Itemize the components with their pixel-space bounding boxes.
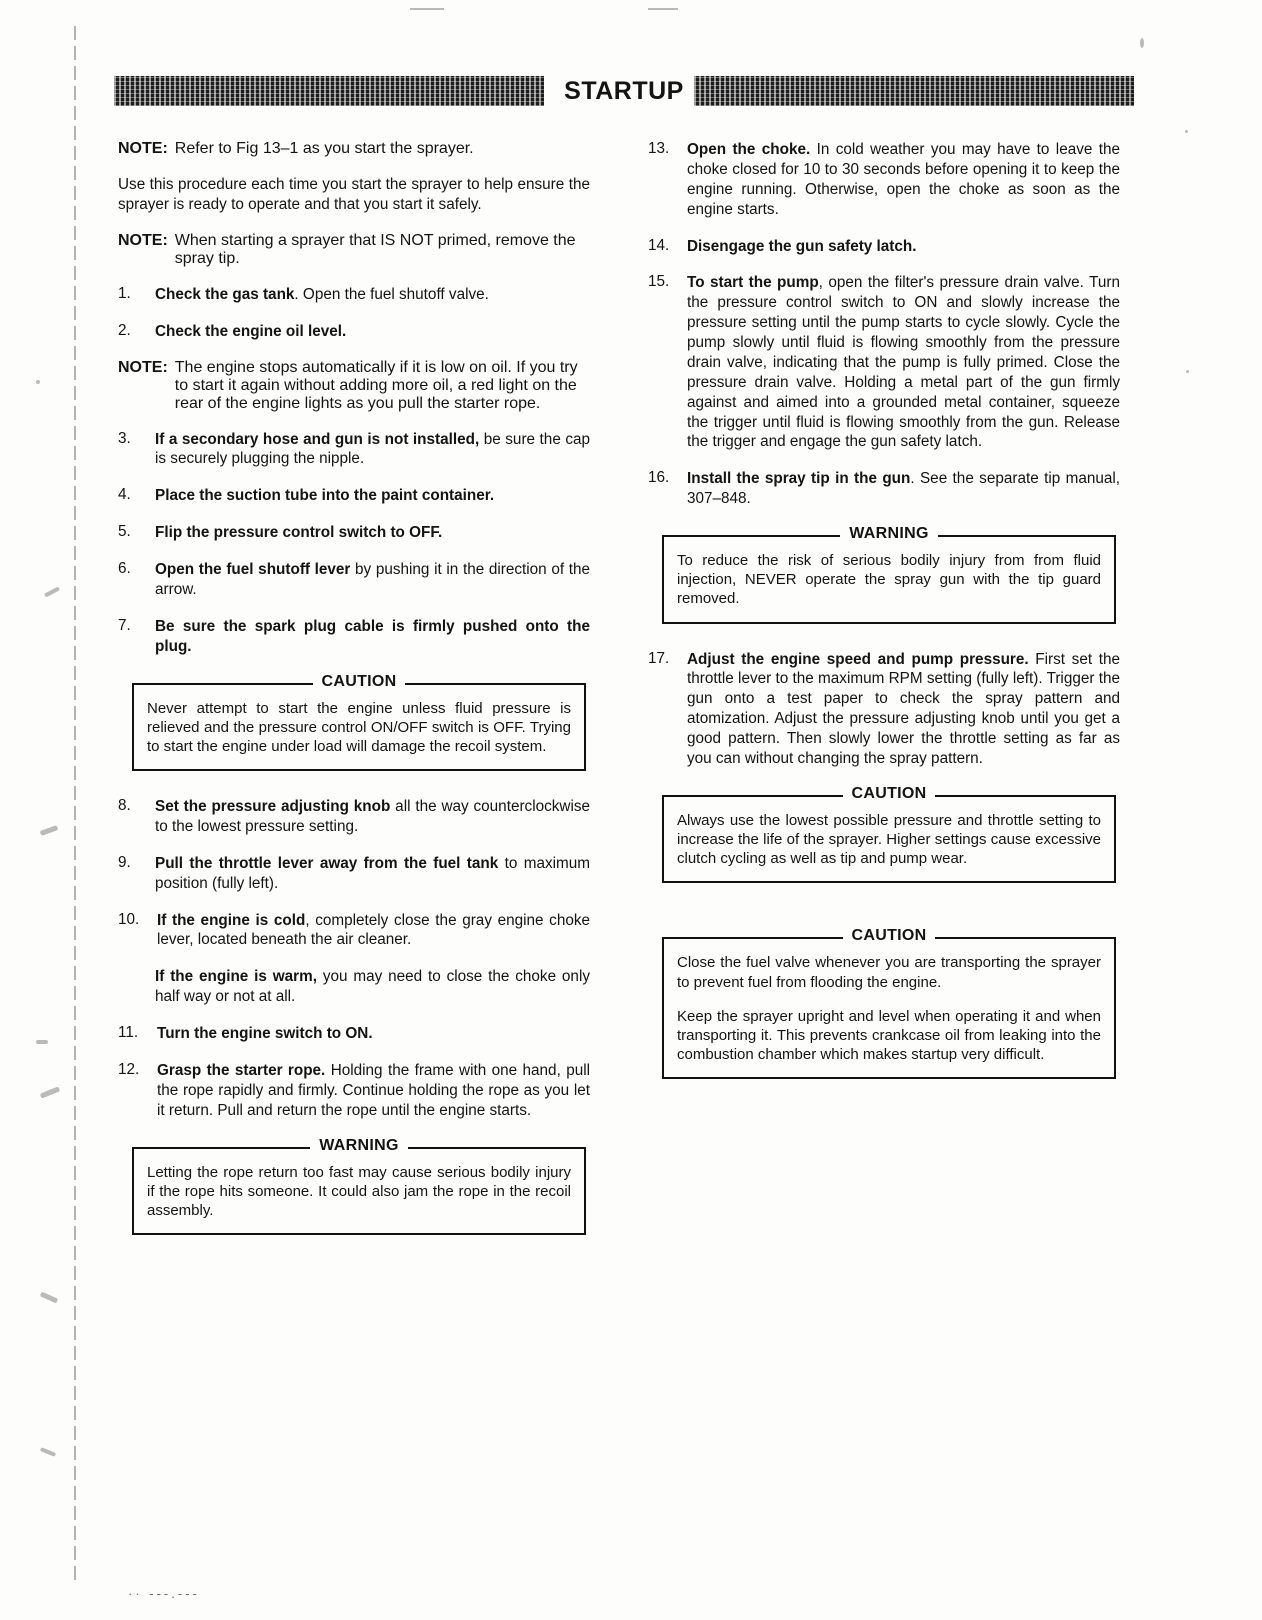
note-text: When starting a sprayer that IS NOT primed, remove the spray tip. <box>174 231 576 267</box>
list-item-text <box>155 486 590 506</box>
warning-box <box>132 1136 586 1236</box>
list-item <box>648 273 1120 452</box>
list-item-lead: Check the gas tank <box>155 285 295 303</box>
list-item <box>118 617 590 657</box>
list-item-number: 2. <box>118 321 131 339</box>
warning-box-text: Letting the rope return too fast may cause serious bodily injury if the rope hits someone. It could also jam the rope in the recoil assembly. <box>147 1163 571 1219</box>
list-item-lead: Set the pressure adjusting knob <box>155 798 391 816</box>
list-item-number: 14. <box>648 236 670 254</box>
scan-speck <box>36 1040 48 1044</box>
caution-box-text: Always use the lowest possible pressure and throttle setting to increase the life of the sprayer. Higher settings cause excessive clutch cycling as well as tip and pump wear. <box>677 811 1101 868</box>
list-item-number: 4. <box>118 486 131 504</box>
warning-box-legend-label: WARNING <box>310 1137 407 1154</box>
list-item <box>648 237 1120 257</box>
sub-paragraph-text <box>155 967 590 1007</box>
paragraph-text: Use this procedure each time you start the sprayer to help ensure the sprayer is ready to operate and that you start it safely. <box>118 176 590 213</box>
caution-box <box>662 784 1116 884</box>
list-item-lead: Check the engine oil level. <box>155 322 347 340</box>
list-item-number: 11. <box>118 1024 139 1042</box>
list-item-number: 13. <box>648 140 670 157</box>
list-item-rest: In cold weather you may have to leave the choke closed for 10 to 30 seconds before opening it to keep the engine running. Otherwise, open the choke as soon as the engine starts. <box>687 141 1120 218</box>
scan-speck <box>40 1086 60 1098</box>
list-item <box>118 285 590 305</box>
note-text: Refer to Fig 13–1 as you start the sprayer. <box>174 140 474 157</box>
list-item <box>118 430 590 470</box>
page-title: STARTUP <box>554 77 694 106</box>
list-item <box>118 797 590 837</box>
list-item <box>118 523 590 543</box>
right-column <box>648 140 1120 1105</box>
note-text: The engine stops automatically if it is low on oil. If you try to start it again without adding more oil, a red light on the rear of the engine lights as you pull the starter rope. <box>174 358 578 412</box>
caution-box-legend <box>134 673 584 691</box>
list-item <box>118 1024 590 1044</box>
list-item-lead: Turn the engine switch to ON. <box>157 1025 373 1043</box>
list-item-lead: Place the suction tube into the paint container. <box>155 487 495 505</box>
warning-box <box>662 525 1116 624</box>
scan-artifact-dash-2 <box>648 8 678 10</box>
list-item-lead: Flip the pressure control switch to OFF. <box>155 524 443 542</box>
list-item-text <box>155 523 590 543</box>
list-item-rest: , open the filter's pressure drain valve. Turn the pressure control switch to ON and slowly increase the pressure setting until the pump starts to cycle slowly. Cycle the pump slowly until fluid is flowing smoothly from the pressure drain valve, indicating that the pump is fully primed. Close the pressure drain valve. Holding a metal part of the gun firmly against and aimed into a grounded metal container, squeeze the trigger until fluid is flowing smoothly from the gun. Release the trigger and engage the gun safety latch. <box>687 274 1120 451</box>
page-margin-rule <box>74 26 76 1586</box>
list-item-number: 10. <box>118 910 140 928</box>
list-item-lead: Open the fuel shutoff lever <box>155 561 351 578</box>
list-item <box>118 560 590 600</box>
sub-paragraph <box>155 967 590 1007</box>
list-item-lead: Disengage the gun safety latch. <box>687 237 917 255</box>
list-item-number: 5. <box>118 523 131 541</box>
list-item-rest: . Open the fuel shutoff valve. <box>294 285 489 303</box>
list-item-number: 16. <box>648 469 670 487</box>
warning-box-legend <box>664 525 1114 543</box>
list-item <box>118 486 590 506</box>
list-item-text <box>155 430 590 470</box>
note-label: NOTE: <box>118 140 168 157</box>
caution-box-legend-label: CAUTION <box>843 927 936 944</box>
list-item-text <box>155 617 590 657</box>
sub-paragraph-lead: If the engine is warm, <box>155 968 317 986</box>
caution-box-legend-label: CAUTION <box>313 673 406 690</box>
sub-paragraph-rest: you may need to close the choke only half way or not at all. <box>155 968 590 1006</box>
scan-speck <box>36 380 40 384</box>
note-block <box>118 232 590 268</box>
list-item-lead: Adjust the engine speed and pump pressure. <box>687 650 1029 668</box>
list-item-number: 15. <box>648 273 670 291</box>
intro-paragraph <box>118 175 590 215</box>
scan-speck <box>44 586 60 597</box>
caution-box-text-2: Keep the sprayer upright and level when operating it and when transporting it. This prevents crankcase oil from leaking into the combustion chamber which makes startup very difficult. <box>677 1007 1101 1064</box>
list-item-number: 8. <box>118 797 131 815</box>
list-item-number: 6. <box>118 560 131 577</box>
list-item-rest: be sure the cap is securely plugging the nipple. <box>155 430 590 468</box>
scan-speck <box>1140 38 1144 48</box>
list-item-rest: by pushing it in the direction of the arrow. <box>155 561 590 598</box>
scan-speck <box>40 1447 56 1457</box>
list-item-rest: Holding the frame with one hand, pull the rope rapidly and firmly. Continue holding the rope as you let it return. Pull and return the rope until the engine starts. <box>157 1061 591 1119</box>
list-item-number: 17. <box>648 649 670 667</box>
list-item-number: 12. <box>118 1060 140 1078</box>
list-item-lead: If the engine is cold <box>157 911 306 929</box>
warning-box-legend <box>134 1137 584 1155</box>
scan-speck <box>1186 370 1189 373</box>
list-item <box>118 1061 590 1121</box>
list-item-text <box>155 322 590 342</box>
list-item-number: 7. <box>118 616 131 634</box>
list-item <box>648 469 1120 509</box>
list-item <box>648 140 1120 220</box>
scan-speck <box>40 1292 58 1304</box>
list-item-number: 1. <box>118 284 131 302</box>
banner-hatch-right <box>694 76 1134 106</box>
list-item <box>118 854 590 894</box>
list-item-lead: Be sure the spark plug cable is firmly pushed onto the plug. <box>155 617 590 655</box>
caution-box-legend <box>664 927 1114 945</box>
list-item-rest: . See the separate tip manual, 307–848. <box>687 470 1120 508</box>
banner-hatch-left <box>114 76 544 106</box>
list-item-text <box>157 1061 590 1121</box>
list-item-text <box>687 237 1120 257</box>
list-item-rest: to maximum position (fully left). <box>155 854 591 892</box>
list-item <box>648 650 1120 769</box>
section-banner <box>114 76 1134 106</box>
list-item-lead: If a secondary hose and gun is not installed, <box>155 430 480 448</box>
list-item-text <box>687 273 1120 452</box>
list-item-lead: Install the spray tip in the gun <box>687 470 911 488</box>
caution-box-legend-label: CAUTION <box>843 785 936 802</box>
caution-box <box>662 927 1116 1079</box>
scan-speck <box>40 825 59 836</box>
list-item <box>118 911 590 951</box>
note-label: NOTE: <box>118 231 168 249</box>
list-item-lead: To start the pump <box>687 274 819 292</box>
list-item-text <box>687 469 1120 509</box>
list-item-text <box>157 1024 590 1044</box>
list-item-text <box>687 140 1120 220</box>
note-block <box>118 359 590 413</box>
footer-mark: ·· ---.--- <box>128 1586 200 1601</box>
warning-box-legend-label: WARNING <box>840 525 937 542</box>
list-item-lead: Grasp the starter rope. <box>157 1061 326 1079</box>
list-item-lead: Pull the throttle lever away from the fuel tank <box>155 854 499 872</box>
note-block <box>118 140 590 158</box>
warning-box-text: To reduce the risk of serious bodily injury from from fluid injection, NEVER operate the spray gun with the tip guard removed. <box>677 552 1101 608</box>
list-item-text <box>155 285 590 305</box>
caution-box-text: Close the fuel valve whenever you are transporting the sprayer to prevent fuel from flooding the engine. <box>677 954 1101 991</box>
caution-box-legend <box>664 785 1114 803</box>
list-item-rest: , completely close the gray engine choke lever, located beneath the air cleaner. <box>157 911 590 949</box>
scan-speck <box>1185 130 1188 133</box>
caution-box <box>132 672 586 772</box>
left-column <box>118 140 590 1261</box>
list-item-text <box>157 911 590 951</box>
list-item-rest: First set the throttle lever to the maximum RPM setting (fully left). Trigger the gun onto a test paper to check the spray pattern and atomization. Adjust the pressure adjusting knob until you get a good pattern. Then slowly lower the throttle setting as far as you can without changing the spray pattern. <box>687 650 1120 767</box>
list-item-lead: Open the choke. <box>687 141 811 158</box>
list-item-number: 3. <box>118 429 131 447</box>
caution-box-text: Never attempt to start the engine unless fluid pressure is relieved and the pressure control ON/OFF switch is OFF. Trying to start the engine under load will damage the recoil system. <box>147 699 571 755</box>
list-item-text <box>155 560 590 600</box>
list-item-text <box>155 854 590 894</box>
note-label: NOTE: <box>118 358 168 376</box>
list-item-text <box>155 797 590 837</box>
scan-artifact-dash-1 <box>410 8 444 10</box>
list-item-number: 9. <box>118 853 131 871</box>
list-item-text <box>687 650 1120 769</box>
list-item-rest: all the way counterclockwise to the lowest pressure setting. <box>155 798 590 835</box>
list-item <box>118 322 590 342</box>
